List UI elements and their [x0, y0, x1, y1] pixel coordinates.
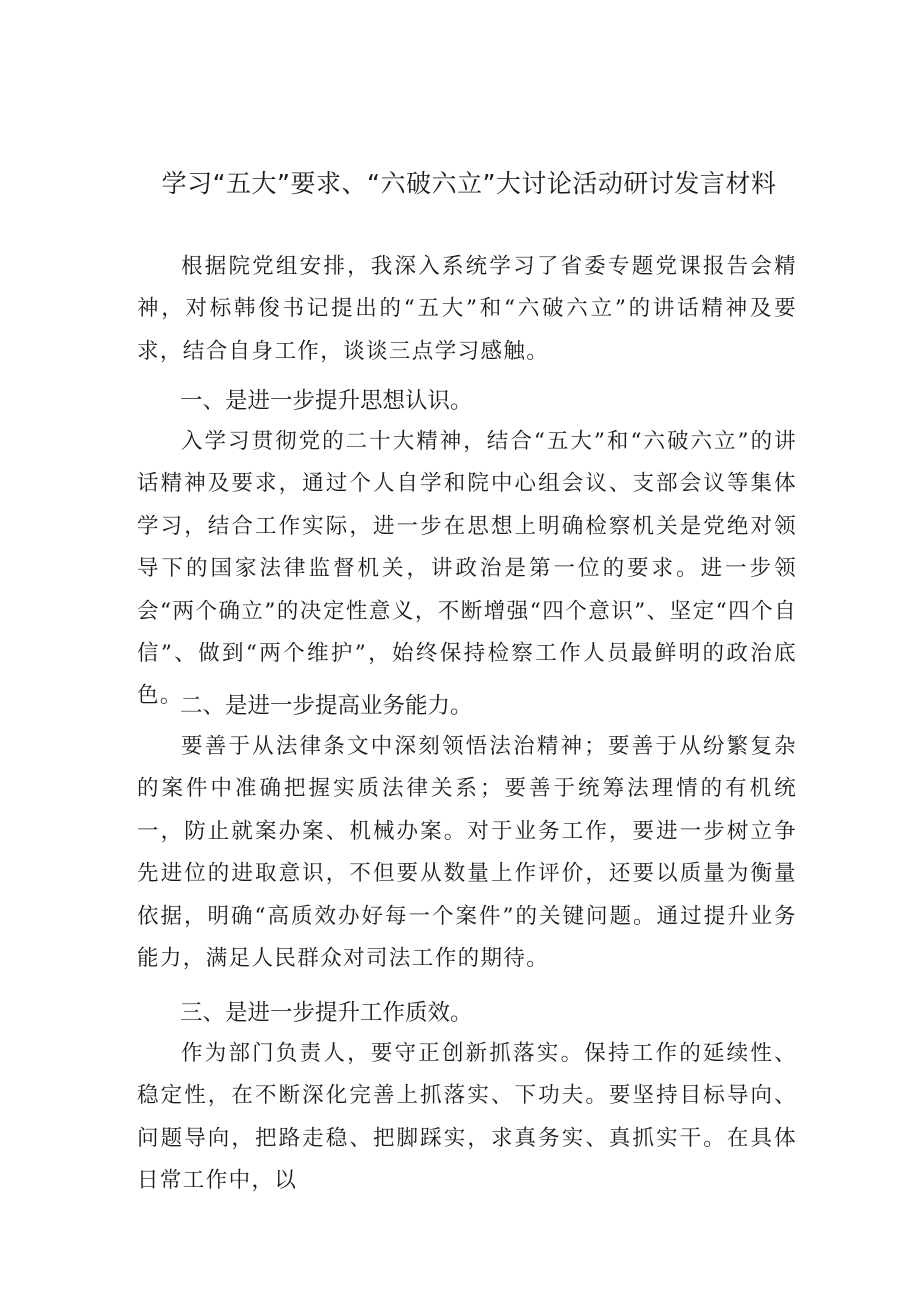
section-1-heading: 一、是进一步提升思想认识。	[180, 388, 473, 414]
section-3-body: 作为部门负责人，要守正创新抓落实。保持工作的延续性、稳定性，在不断深化完善上抓落实、下功夫。要坚持目标导向、问题导向，把路走稳、把脚踩实，求真务实、真抓实干。在具体日常工作中，以	[137, 1041, 797, 1194]
section-3-heading: 三、是进一步提升工作质效。	[180, 1000, 473, 1026]
document-title: 学习“五大”要求、“六破六立”大讨论活动研讨发言材料	[161, 169, 777, 198]
section-2-body: 要善于从法律条文中深刻领悟法治精神；要善于从纷繁复杂的案件中准确把握实质法律关系；要善于统筹法理情的有机统一，防止就案办案、机械办案。对于业务工作，要进一步树立争先进位的进取意识，不但要从数量上作评价，还要以质量为衡量依据，明确“高质效办好每一个案件”的关键问题。通过提升业务能力，满足人民群众对司法工作的期待。	[137, 734, 797, 972]
intro-paragraph: 根据院党组安排，我深入系统学习了省委专题党课报告会精神，对标韩俊书记提出的“五大”和“六破六立”的讲话精神及要求，结合自身工作，谈谈三点学习感触。	[137, 254, 797, 364]
section-1-body: 入学习贯彻党的二十大精神，结合“五大”和“六破六立”的讲话精神及要求，通过个人自学和院中心组会议、支部会议等集体学习，结合工作实际，进一步在思想上明确检察机关是党绝对领导下的国家法律监督机关，讲政治是第一位的要求。进一步领会“两个确立”的决定性意义，不断增强“四个意识”、坚定“四个自信”、做到“两个维护”，始终保持检察工作人员最鲜明的政治底色。	[137, 429, 797, 709]
section-2-heading: 二、是进一步提高业务能力。	[180, 693, 473, 719]
